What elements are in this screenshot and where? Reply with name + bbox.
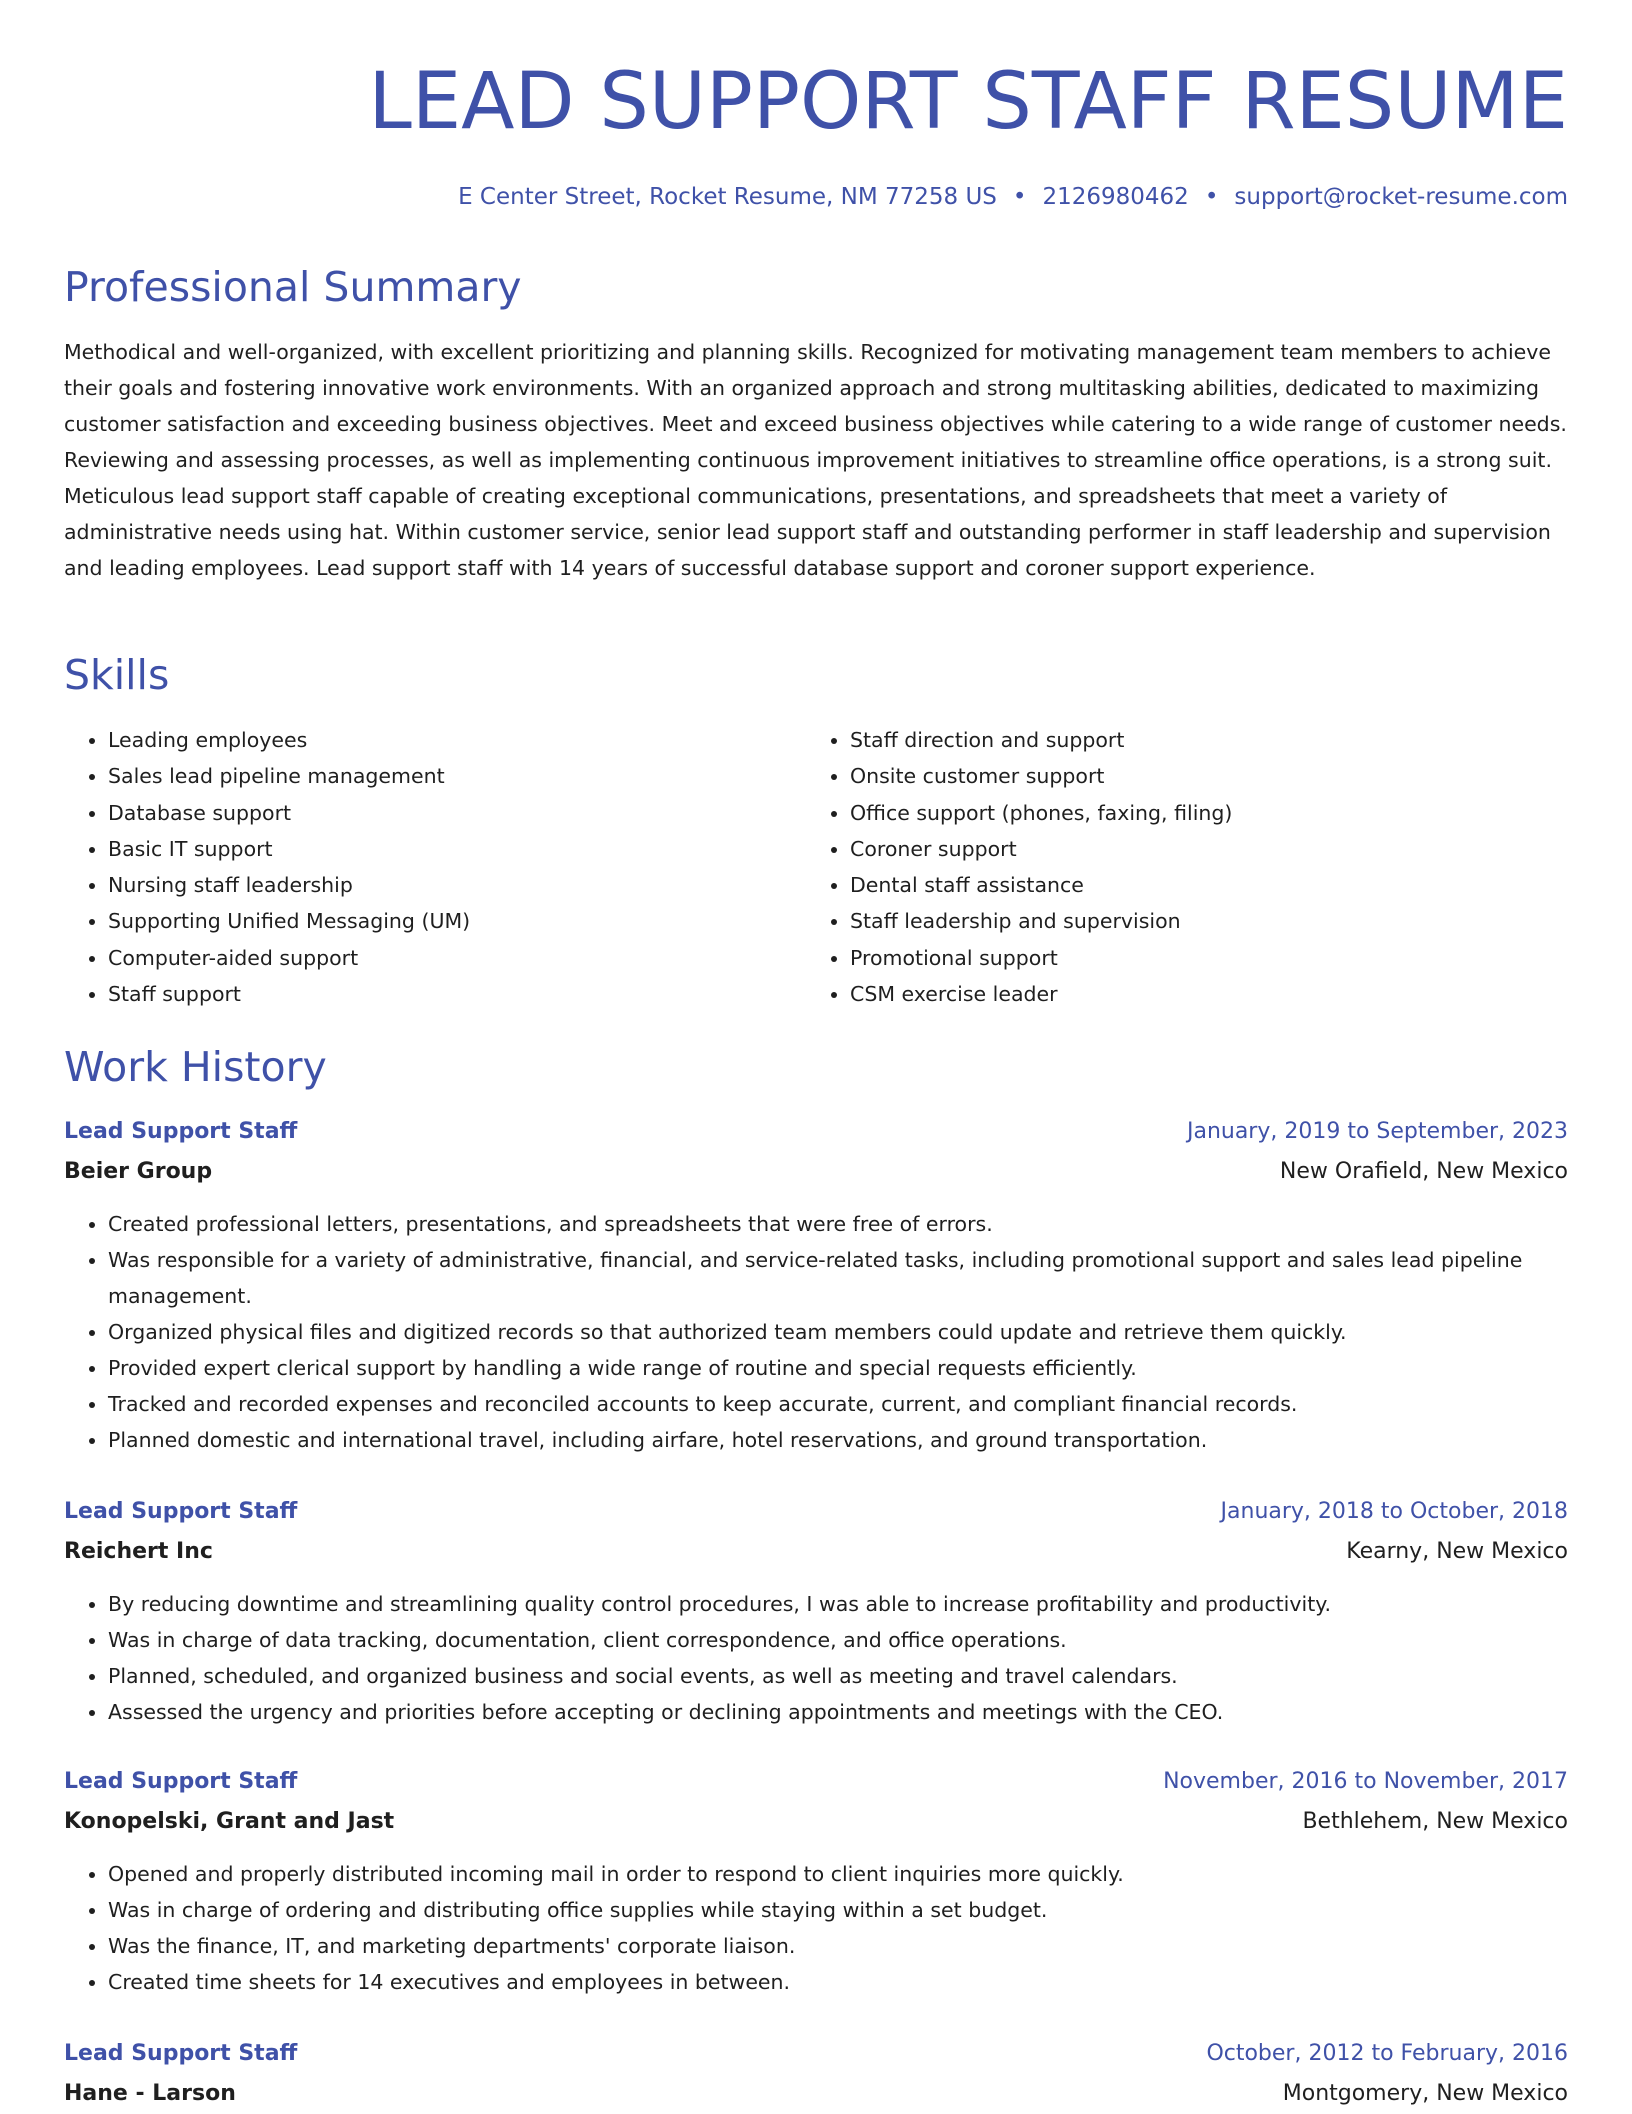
- job-title-row: [64, 1112, 1568, 1152]
- job-company: Beier Group: [64, 1159, 213, 1184]
- contact-email: support@rocket-resume.com: [1234, 184, 1568, 210]
- contact-phone: 2126980462: [1042, 184, 1189, 210]
- skill-item: • Nursing staff leadership: [108, 867, 470, 903]
- job-entry: [64, 2034, 1568, 2114]
- job-company: Reichert Inc: [64, 1539, 213, 1564]
- skills-column-right: [806, 722, 1232, 1012]
- job-bullets: [64, 1206, 1568, 1458]
- contact-separator: •: [1012, 184, 1027, 210]
- job-dates: November, 2016 to November, 2017: [1163, 1769, 1568, 1794]
- job-bullet: • Was in charge of data tracking, documentation, client correspondence, and office operations.: [108, 1622, 1568, 1658]
- skill-item: • Computer-aided support: [108, 940, 470, 976]
- job-entry: [64, 1762, 1568, 2000]
- skill-item: • Dental staff assistance: [850, 867, 1232, 903]
- skill-item: • Staff support: [108, 976, 470, 1012]
- job-location: New Orafield, New Mexico: [1279, 1159, 1568, 1184]
- skills-column-left: [64, 722, 470, 1012]
- job-bullet: • Was the finance, IT, and marketing departments' corporate liaison.: [108, 1928, 1568, 1964]
- job-company: Konopelski, Grant and Jast: [64, 1809, 395, 1834]
- job-bullet: • Was responsible for a variety of administrative, financial, and service-related tasks, including promotional support and sales lead pipeline management.: [108, 1242, 1568, 1314]
- skill-item: • Basic IT support: [108, 831, 470, 867]
- section-heading-summary: Professional Summary: [64, 263, 522, 311]
- job-bullet: • Created time sheets for 14 executives and employees in between.: [108, 1964, 1568, 2000]
- job-entry: [64, 1112, 1568, 1458]
- job-company-row: [64, 2074, 1568, 2114]
- section-heading-skills: Skills: [64, 651, 170, 699]
- skill-item: • Promotional support: [850, 940, 1232, 976]
- job-title: Lead Support Staff: [64, 1119, 298, 1144]
- skill-item: • CSM exercise leader: [850, 976, 1232, 1012]
- skill-item: • Staff direction and support: [850, 722, 1232, 758]
- skill-item: • Supporting Unified Messaging (UM): [108, 903, 470, 939]
- job-bullet: • Planned domestic and international travel, including airfare, hotel reservations, and ground transportation.: [108, 1422, 1568, 1458]
- job-title-row: [64, 2034, 1568, 2074]
- job-dates: January, 2019 to September, 2023: [1186, 1119, 1568, 1144]
- section-heading-work-history: Work History: [64, 1043, 327, 1091]
- job-bullet: • Planned, scheduled, and organized business and social events, as well as meeting and travel calendars.: [108, 1658, 1568, 1694]
- resume-page: [64, 0, 1568, 2112]
- job-location: Montgomery, New Mexico: [1282, 2081, 1568, 2106]
- job-title-row: [64, 1762, 1568, 1802]
- skill-item: • Leading employees: [108, 722, 470, 758]
- job-dates: January, 2018 to October, 2018: [1220, 1499, 1568, 1524]
- contact-line: [458, 180, 1568, 214]
- job-title: Lead Support Staff: [64, 2041, 298, 2066]
- job-title-row: [64, 1492, 1568, 1532]
- job-location: Kearny, New Mexico: [1346, 1539, 1568, 1564]
- job-bullet: • Created professional letters, presentations, and spreadsheets that were free of errors.: [108, 1206, 1568, 1242]
- resume-title: LEAD SUPPORT STAFF RESUME: [368, 57, 1568, 147]
- job-bullet: • Opened and properly distributed incoming mail in order to respond to client inquiries more quickly.: [108, 1856, 1568, 1892]
- job-bullet: • Provided expert clerical support by handling a wide range of routine and special requests efficiently.: [108, 1350, 1568, 1386]
- skill-item: • Database support: [108, 795, 470, 831]
- job-bullet: • By reducing downtime and streamlining quality control procedures, I was able to increase profitability and productivity.: [108, 1586, 1568, 1622]
- summary-text: Methodical and well-organized, with excellent prioritizing and planning skills. Recognized for motivating management team members to achieve their goals and fostering innovative work environments. With an organized approach and strong multitasking abilities, dedicated to maximizing customer satisfaction and exceeding business objectives. Meet and exceed business objectives while catering to a wide range of customer needs. Reviewing and assessing processes, as well as implementing continuous improvement initiatives to streamline office operations, is a strong suit. Meticulous lead support staff capable of creating exceptional communications, presentations, and spreadsheets that meet a variety of administrative needs using hat. Within customer service, senior lead support staff and outstanding performer in staff leadership and supervision and leading employees. Lead support staff with 14 years of successful database support and coroner support experience.: [64, 340, 1567, 580]
- skill-item: • Coroner support: [850, 831, 1232, 867]
- skill-item: • Office support (phones, faxing, filing): [850, 795, 1232, 831]
- job-bullet: • Assessed the urgency and priorities before accepting or declining appointments and meetings with the CEO.: [108, 1694, 1568, 1730]
- job-bullet: • Organized physical files and digitized records so that authorized team members could update and retrieve them quickly.: [108, 1314, 1568, 1350]
- job-company-row: [64, 1532, 1568, 1572]
- job-title: Lead Support Staff: [64, 1769, 298, 1794]
- job-dates: October, 2012 to February, 2016: [1206, 2041, 1568, 2066]
- job-company-row: [64, 1152, 1568, 1192]
- job-location: Bethlehem, New Mexico: [1302, 1809, 1568, 1834]
- job-bullets: [64, 1586, 1568, 1730]
- contact-address: E Center Street, Rocket Resume, NM 77258 US: [458, 184, 997, 210]
- job-company-row: [64, 1802, 1568, 1842]
- skill-item: • Sales lead pipeline management: [108, 758, 470, 794]
- job-title: Lead Support Staff: [64, 1499, 298, 1524]
- job-entry: [64, 1492, 1568, 1730]
- job-bullets: [64, 1856, 1568, 2000]
- job-bullet: • Was in charge of ordering and distributing office supplies while staying within a set budget.: [108, 1892, 1568, 1928]
- contact-separator: •: [1204, 184, 1219, 210]
- skill-item: • Onsite customer support: [850, 758, 1232, 794]
- job-company: Hane - Larson: [64, 2081, 236, 2106]
- skill-item: • Staff leadership and supervision: [850, 903, 1232, 939]
- job-bullet: • Tracked and recorded expenses and reconciled accounts to keep accurate, current, and compliant financial records.: [108, 1386, 1568, 1422]
